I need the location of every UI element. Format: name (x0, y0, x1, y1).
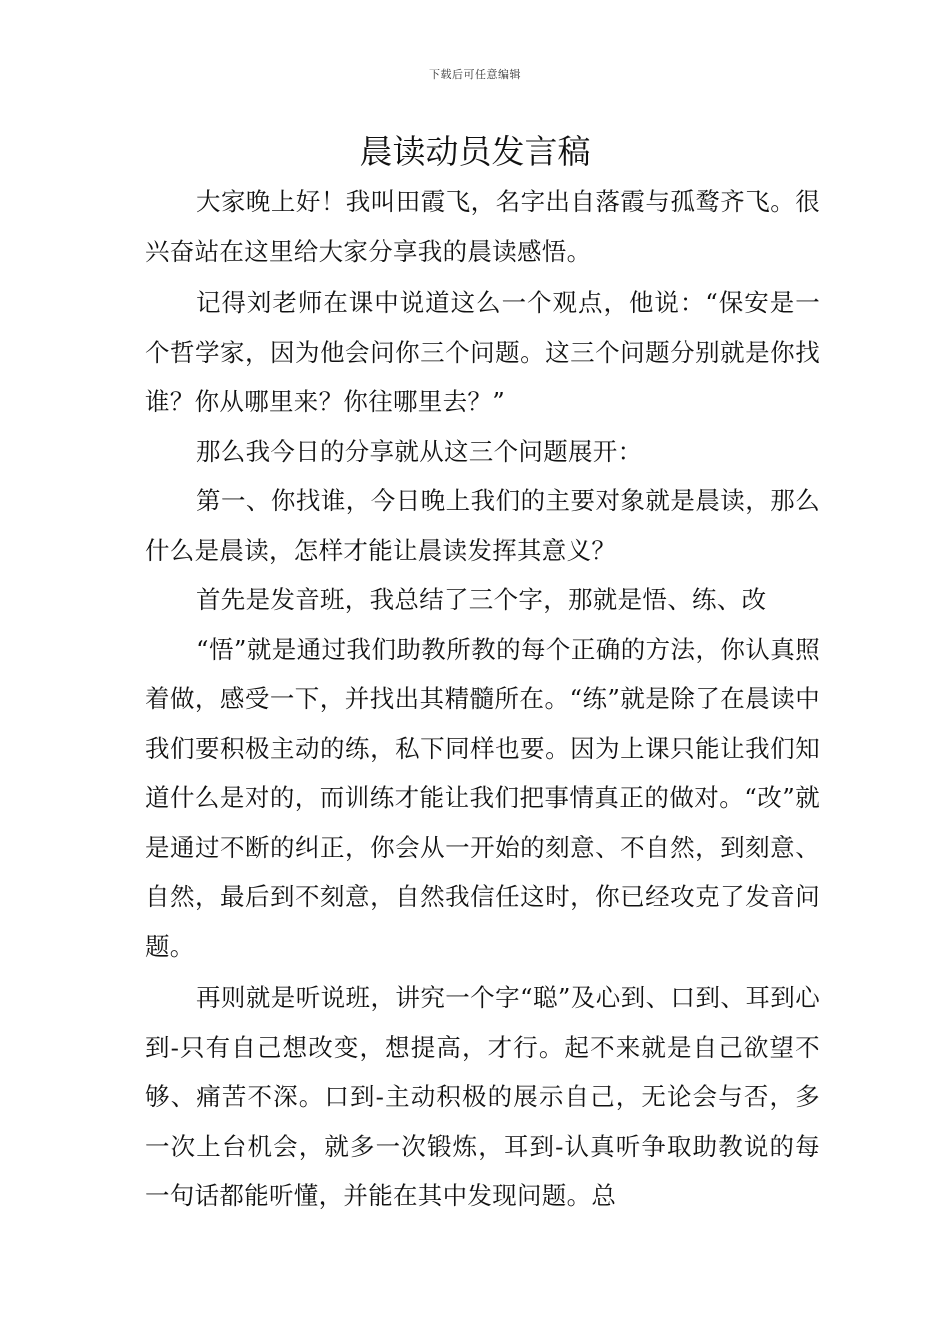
paragraph-first-question: 第一、你找谁，今日晚上我们的主要对象就是晨读，那么什么是晨读，怎样才能让晨读发挥其意义？ (145, 486, 820, 565)
paragraph-greeting: 大家晚上好！我叫田霞飞，名字出自落霞与孤鹜齐飞。很兴奋站在这里给大家分享我的晨读感悟。 (145, 187, 820, 266)
document-title: 晨读动员发言稿 (359, 132, 591, 171)
paragraph-intro: 那么我今日的分享就从这三个问题展开： (196, 436, 643, 466)
paragraph-pronunciation: 首先是发音班，我总结了三个字，那就是悟、练、改 (196, 585, 767, 614)
header-note: 下载后可任意编辑 (429, 68, 521, 81)
document-body (145, 177, 820, 1221)
paragraph-wu-lian-gai: “悟”就是通过我们助教所教的每个正确的方法，你认真照着做，感受一下，并找出其精髓所在。“练”就是除了在晨读中我们要积极主动的练，私下同样也要。因为上课只能让我们知道什么是对的，而训练才能让我们把事情真正的做对。“改”就是通过不断的纠正，你会从一开始的刻意、不自然，到刻意、自然，最后到不刻意，自然我信任这时，你已经攻克了发音问题。 (145, 634, 820, 961)
paragraph-quote: 记得刘老师在课中说道这么一个观点，他说：“保安是一个哲学家，因为他会问你三个问题。这三个问题分别就是你找谁？你从哪里来？你往哪里去？” (145, 288, 820, 416)
paragraph-listening: 再则就是听说班，讲究一个字“聪”及心到、口到、耳到心到-只有自己想改变，想提高，才行。起不来就是自己欲望不够、痛苦不深。口到-主动积极的展示自己，无论会与否，多一次上台机会，就多一次锻炼，耳到-认真听争取助教说的每一句话都能听懂，并能在其中发现问题。总 (145, 983, 820, 1210)
